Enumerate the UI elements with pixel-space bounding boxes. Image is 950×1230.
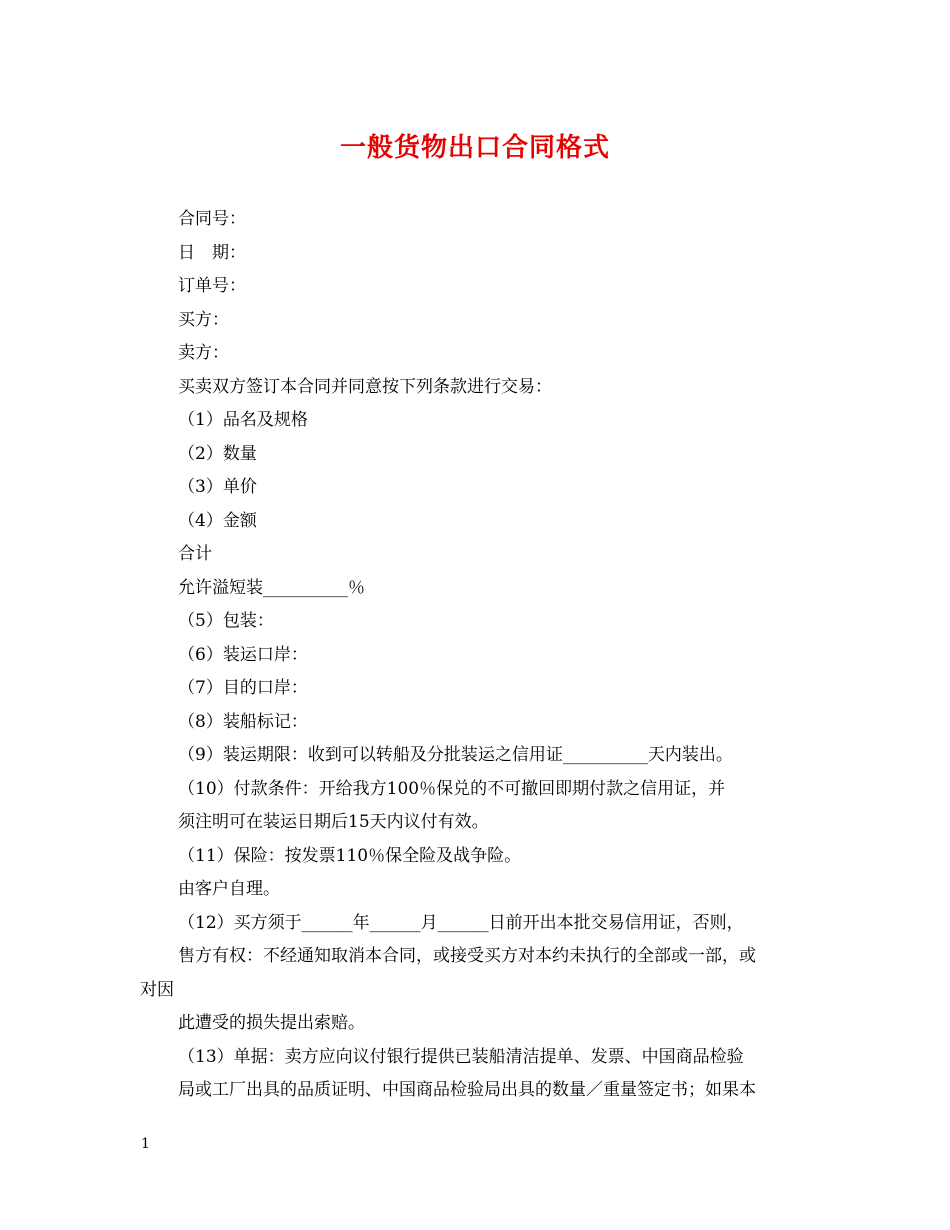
body-line: （7）目的口岸： [178,678,308,698]
body-line: 对因 [140,979,174,1000]
body-line: 合计 [178,544,212,564]
body-line: 卖方： [178,343,229,363]
body-line: 订单号： [178,276,246,296]
body-line: 此遭受的损失提出索赔。 [178,1013,365,1033]
body-line: 局或工厂出具的品质证明、中国商品检验局出具的数量／重量签定书；如果本 [178,1080,756,1100]
body-line: 由客户自理。 [178,879,280,899]
page-number: 1 [141,1136,150,1152]
body-line: （13）单据：卖方应向议付银行提供已装船清洁提单、发票、中国商品检验 [178,1046,744,1067]
body-line: （2）数量 [178,443,257,464]
body-line: 买卖双方签订本合同并同意按下列条款进行交易： [178,376,552,397]
body-line: （5）包装： [178,611,274,631]
body-line: （3）单价 [178,477,257,497]
body-line: （1）品名及规格 [178,410,308,430]
body-line: （6）装运口岸： [178,644,308,665]
page-title: 一般货物出口合同格式 [339,133,610,163]
body-line: （8）装船标记： [178,711,308,732]
body-line: （9）装运期限：收到可以转船及分批装运之信用证__________天内装出。 [178,745,733,765]
body-line: 允许溢短装__________％ [178,577,365,598]
contract-body [0,203,950,1108]
body-line: 须注明可在装运日期后15天内议付有效。 [178,812,489,832]
body-line: 售方有权：不经通知取消本合同，或接受买方对本约未执行的全部或一部，或 [178,946,756,966]
body-line: 买方： [178,309,229,330]
body-line: （12）买方须于______年______月______日前开出本批交易信用证，否则， [178,912,744,933]
body-line: （4）金额 [178,510,257,531]
body-line: 合同号： [178,209,246,229]
body-line: 日 期： [178,242,246,263]
body-line: （11）保险：按发票110％保全险及战争险。 [178,845,522,866]
body-line: （10）付款条件：开给我方100％保兑的不可撤回即期付款之信用证，并 [178,778,726,799]
